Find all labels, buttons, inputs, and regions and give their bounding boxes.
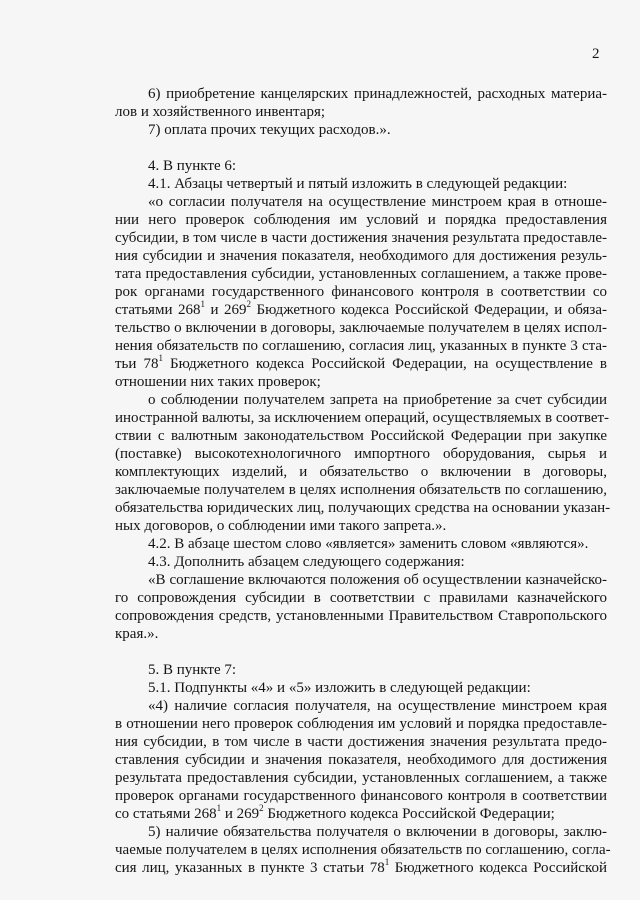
line-text: 4.3. Дополнить абзацем следующего содержания: — [148, 554, 465, 570]
line-text: чаемые получателем в целях исполнения обязательств по соглашению, согла- — [115, 842, 611, 858]
line-text: ствии с валютным законодательством Российской Федерации при закупке — [115, 428, 607, 444]
line-text: нения обязательств по соглашению, согласия лиц, указанных в пункте 3 ста- — [115, 338, 607, 354]
line-text: о соблюдении получателем запрета на приобретение за счет субсидии — [148, 392, 607, 408]
line-text: проверок органами государственного финансового контроля в соответствии — [115, 788, 607, 804]
line-text: «4) наличие согласия получателя, на осуществление минстроем края — [148, 698, 607, 714]
line-text: тьи $78^1$ Бюджетного кодекса Российской Федерации, на осуществление в — [115, 353, 607, 372]
line-text: ния субсидии, в том числе в части достижения значения результата предо- — [115, 734, 607, 750]
line-text: го сопровождения субсидии в соответствии с правилами казначейского — [115, 590, 607, 606]
line-text: ния субсидии и значения показателя, необходимого для достижения резуль- — [115, 248, 607, 264]
line-text: тата предоставления субсидии, установленных соглашением, а также прове- — [115, 266, 607, 282]
line-text: иностранной валюты, за исключением операций, осуществляемых в соответ- — [115, 410, 610, 426]
page-number: 2 — [592, 46, 600, 62]
line-text: 5. В пункте 7: — [148, 662, 237, 678]
line-text: со статьями $268^1$ и $269^2$ Бюджетного кодекса Российской Федерации; — [115, 803, 555, 822]
line-text: 5) наличие обязательства получателя о включении в договоры, заклю- — [148, 824, 607, 840]
line-text: рок органами государственного финансового контроля в соответствии со — [115, 284, 607, 300]
line-text: обязательства юридических лиц, получающих средства на основании указан- — [115, 500, 611, 516]
line-text: отношении них таких проверок; — [115, 374, 321, 390]
line-text: ставления субсидии и значения показателя, необходимого для достижения — [115, 752, 607, 768]
line-text: (поставке) высокотехнологичного импортного оборудования, сырья и — [115, 446, 607, 462]
line-text: статьями $268^1$ и $269^2$ Бюджетного кодекса Российской Федерации, и обяза- — [115, 299, 607, 318]
line-text: нии него проверок соблюдения им условий и порядка предоставления — [115, 212, 607, 228]
line-text: ных договоров, о соблюдении ими такого запрета.». — [115, 518, 447, 534]
line-text: 4.2. В абзаце шестом слово «является» заменить словом «являются». — [148, 536, 589, 552]
line-text: края.». — [115, 626, 159, 642]
line-text: тельство о включении в договоры, заключаемые получателем в целях испол- — [115, 320, 607, 336]
line-text: «В соглашение включаются положения об осуществлении казначейско- — [148, 572, 607, 588]
line-text: 4. В пункте 6: — [148, 158, 237, 174]
line-text: заключаемые получателем в целях исполнения обязательств по соглашению, — [115, 482, 607, 498]
line-text: сопровождения средств, установленными Правительством Ставропольского — [115, 608, 607, 624]
line-text: 5.1. Подпункты «4» и «5» изложить в следующей редакции: — [148, 680, 531, 696]
line-text: в отношении него проверок соблюдения им условий и порядка предоставле- — [115, 716, 607, 732]
line-text: 7) оплата прочих текущих расходов.». — [148, 122, 391, 138]
line-text: 4.1. Абзацы четвертый и пятый изложить в следующей редакции: — [148, 176, 568, 192]
line-text: 6) приобретение канцелярских принадлежностей, расходных материа- — [148, 86, 607, 102]
line-text: лов и хозяйственного инвентаря; — [115, 104, 326, 120]
line-text: субсидии, в том числе в части достижения значения результата предоставле- — [115, 230, 607, 246]
line-text: сия лиц, указанных в пункте 3 статьи $78^1$ Бюджетного кодекса Российской — [115, 857, 607, 876]
line-text: комплектующих изделий, и обязательство о включении в договоры, — [115, 464, 607, 480]
line-text: результата предоставления субсидии, установленных соглашением, а также — [115, 770, 607, 786]
line-text: «о согласии получателя на осуществление минстроем края в отноше- — [148, 194, 607, 210]
